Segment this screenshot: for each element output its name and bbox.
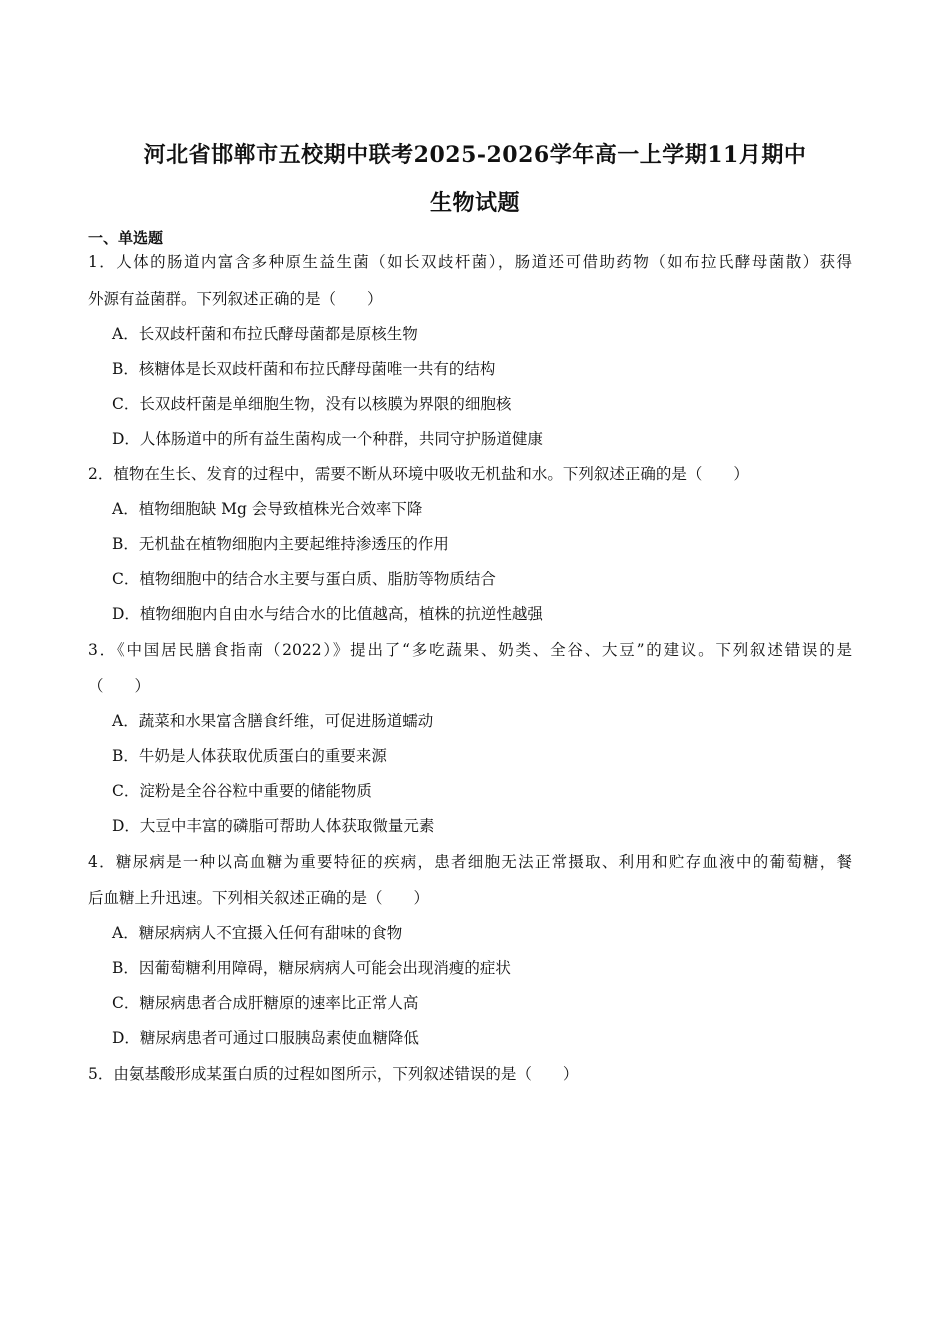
question-1-option-b: B．核糖体是长双歧杆菌和布拉氏酵母菌唯一共有的结构 [112, 360, 496, 378]
question-1-stem-line-1: 1．人体的肠道内富含多种原生益生菌（如长双歧杆菌），肠道还可借助药物（如布拉氏酵母菌散）获得 [88, 253, 852, 271]
question-3-option-b: B．牛奶是人体获取优质蛋白的重要来源 [112, 747, 387, 765]
question-2-stem-line-1: 2．植物在生长、发育的过程中，需要不断从环境中吸收无机盐和水。下列叙述正确的是（ ） [88, 465, 749, 483]
question-4-option-b: B．因葡萄糖利用障碍，糖尿病病人可能会出现消瘦的症状 [112, 959, 511, 977]
question-1-option-c: C．长双歧杆菌是单细胞生物，没有以核膜为界限的细胞核 [112, 395, 512, 413]
question-4-option-c: C．糖尿病患者合成肝糖原的速率比正常人高 [112, 994, 419, 1012]
page-subtitle: 生物试题 [429, 190, 520, 216]
question-4-option-d: D．糖尿病患者可通过口服胰岛素使血糖降低 [112, 1029, 419, 1047]
page-title: 河北省邯郸市五校期中联考2025-2026学年高一上学期11月期中 [143, 142, 807, 168]
question-2-option-b: B．无机盐在植物细胞内主要起维持渗透压的作用 [112, 535, 449, 553]
question-3-option-a: A．蔬菜和水果富含膳食纤维，可促进肠道蠕动 [112, 712, 434, 730]
question-2-option-d: D．植物细胞内自由水与结合水的比值越高，植株的抗逆性越强 [112, 605, 543, 623]
question-4-stem-line-2: 后血糖上升迅速。下列相关叙述正确的是（ ） [88, 889, 430, 907]
question-1-option-d: D．人体肠道中的所有益生菌构成一个种群，共同守护肠道健康 [112, 430, 543, 448]
question-3-option-d: D．大豆中丰富的磷脂可帮助人体获取微量元素 [112, 817, 435, 835]
question-1-option-a: A．长双歧杆菌和布拉氏酵母菌都是原核生物 [112, 325, 418, 343]
question-3-stem-line-2: （ ） [88, 677, 151, 695]
question-4-stem-line-1: 4．糖尿病是一种以高血糖为重要特征的疾病，患者细胞无法正常摄取、利用和贮存血液中的葡萄糖，餐 [88, 853, 852, 871]
question-5-stem-line-1: 5．由氨基酸形成某蛋白质的过程如图所示，下列叙述错误的是（ ） [88, 1065, 579, 1083]
question-4-option-a: A．糖尿病病人不宜摄入任何有甜味的食物 [112, 924, 403, 942]
question-2-option-a: A．植物细胞缺 Mg 会导致植株光合效率下降 [112, 500, 423, 518]
question-3-stem-line-1: 3．《中国居民膳食指南（2022）》提出了“多吃蔬果、奶类、全谷、大豆”的建议。下列叙述错误的是 [88, 641, 852, 659]
section-heading: 一、单选题 [88, 229, 164, 247]
question-3-option-c: C．淀粉是全谷谷粒中重要的储能物质 [112, 782, 372, 800]
question-1-stem-line-2: 外源有益菌群。下列叙述正确的是（ ） [88, 290, 383, 308]
question-2-option-c: C．植物细胞中的结合水主要与蛋白质、脂肪等物质结合 [112, 570, 496, 588]
